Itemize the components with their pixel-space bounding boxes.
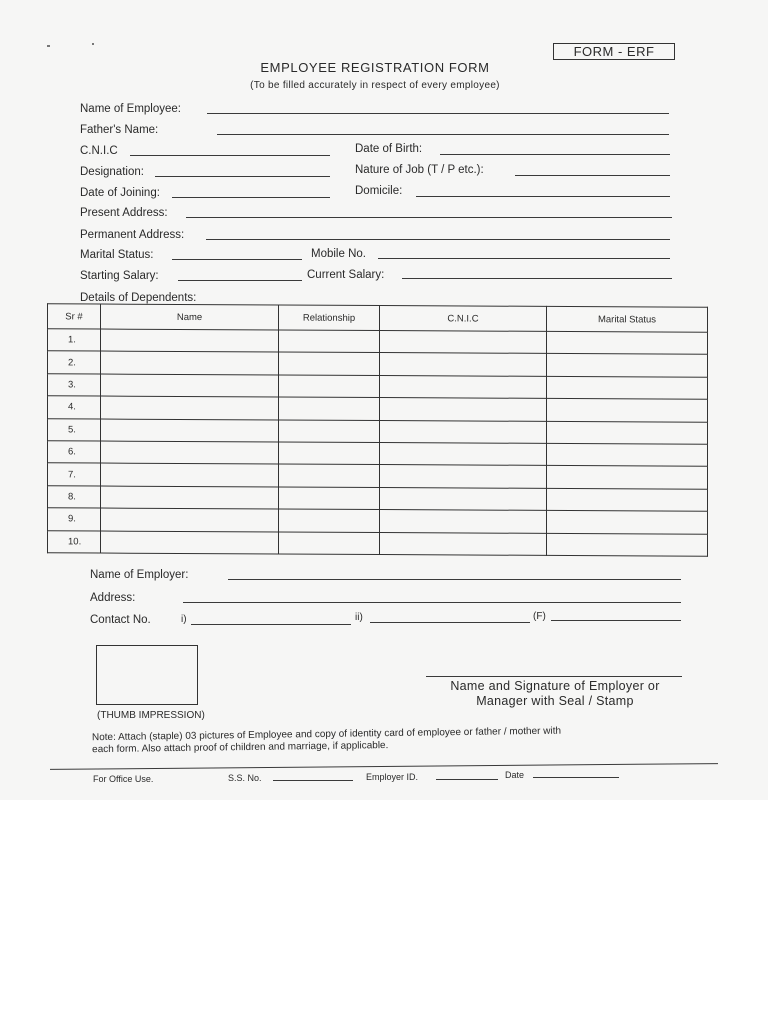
employer-address-field[interactable] xyxy=(183,602,681,603)
row-number: 8. xyxy=(48,486,101,509)
form-title: EMPLOYEE REGISTRATION FORM xyxy=(260,60,490,75)
fathers-name-field[interactable] xyxy=(217,134,669,135)
mobile-no-field[interactable] xyxy=(378,258,670,259)
starting-salary-label: Starting Salary: xyxy=(80,270,159,282)
contact-fax-label: (F) xyxy=(533,611,546,622)
designation-field[interactable] xyxy=(155,176,330,177)
current-salary-label: Current Salary: xyxy=(307,269,385,281)
office-date-label: Date xyxy=(505,770,525,780)
marital-status-cell[interactable] xyxy=(547,376,708,399)
name-cell[interactable] xyxy=(101,508,279,531)
row-number: 10. xyxy=(48,530,101,553)
date-of-birth-field[interactable] xyxy=(440,154,670,155)
header-marital-status: Marital Status xyxy=(547,306,708,332)
contact-no-label: Contact No. xyxy=(90,614,151,626)
marital-status-cell[interactable] xyxy=(547,354,708,377)
cnic-cell[interactable] xyxy=(380,353,547,376)
name-cell[interactable] xyxy=(101,396,279,419)
name-cell[interactable] xyxy=(101,351,279,374)
name-of-employer-field[interactable] xyxy=(228,579,681,580)
relationship-cell[interactable] xyxy=(279,397,380,420)
marital-status-cell[interactable] xyxy=(547,399,708,422)
form-code-box: FORM - ERF xyxy=(553,43,675,60)
fathers-name-label: Father's Name: xyxy=(80,124,159,136)
marital-status-cell[interactable] xyxy=(547,466,708,489)
marital-status-field[interactable] xyxy=(172,259,302,260)
cnic-cell[interactable] xyxy=(380,331,547,354)
date-of-joining-field[interactable] xyxy=(172,197,330,198)
scan-speck xyxy=(92,43,94,45)
row-number: 5. xyxy=(48,418,101,441)
marital-status-cell[interactable] xyxy=(547,443,708,466)
marital-status-label: Marital Status: xyxy=(80,249,154,261)
header-relationship: Relationship xyxy=(279,305,380,331)
relationship-cell[interactable] xyxy=(279,352,380,375)
header-cnic: C.N.I.C xyxy=(380,306,547,332)
domicile-field[interactable] xyxy=(416,196,670,197)
row-number: 1. xyxy=(48,329,101,352)
form-subtitle: (To be filled accurately in respect of every employee) xyxy=(250,80,500,91)
nature-of-job-label: Nature of Job (T / P etc.): xyxy=(355,164,484,176)
present-address-label: Present Address: xyxy=(80,207,168,219)
marital-status-cell[interactable] xyxy=(547,511,708,534)
ss-no-field[interactable] xyxy=(273,780,353,781)
cnic-cell[interactable] xyxy=(380,487,547,510)
relationship-cell[interactable] xyxy=(279,509,380,532)
relationship-cell[interactable] xyxy=(279,442,380,465)
cnic-cell[interactable] xyxy=(380,420,547,443)
marital-status-cell[interactable] xyxy=(547,488,708,511)
date-of-joining-label: Date of Joining: xyxy=(80,187,160,199)
dependents-table xyxy=(47,303,708,556)
signature-caption-line1: Name and Signature of Employer or xyxy=(450,679,660,693)
permanent-address-field[interactable] xyxy=(206,239,670,240)
present-address-field[interactable] xyxy=(186,217,672,218)
cnic-cell[interactable] xyxy=(380,442,547,465)
relationship-cell[interactable] xyxy=(279,487,380,510)
domicile-label: Domicile: xyxy=(355,185,403,197)
name-cell[interactable] xyxy=(101,531,279,554)
name-cell[interactable] xyxy=(101,329,279,352)
relationship-cell[interactable] xyxy=(279,375,380,398)
signature-caption-line2: Manager with Seal / Stamp xyxy=(476,694,634,708)
ss-no-label: S.S. No. xyxy=(228,773,262,783)
current-salary-field[interactable] xyxy=(402,278,672,279)
starting-salary-field[interactable] xyxy=(178,280,302,281)
row-number: 6. xyxy=(48,441,101,464)
relationship-cell[interactable] xyxy=(279,330,380,353)
row-number: 9. xyxy=(48,508,101,531)
permanent-address-label: Permanent Address: xyxy=(80,229,185,241)
relationship-cell[interactable] xyxy=(279,464,380,487)
marital-status-cell[interactable] xyxy=(547,533,708,556)
relationship-cell[interactable] xyxy=(279,531,380,554)
name-cell[interactable] xyxy=(101,486,279,509)
table-header-row xyxy=(48,304,708,332)
employer-id-field[interactable] xyxy=(436,779,498,780)
nature-of-job-field[interactable] xyxy=(515,175,670,176)
name-of-employee-field[interactable] xyxy=(207,113,669,114)
row-number: 3. xyxy=(48,374,101,397)
marital-status-cell[interactable] xyxy=(547,421,708,444)
contact-ii-field[interactable] xyxy=(370,622,530,623)
header-sr: Sr # xyxy=(48,304,101,329)
contact-i-label: i) xyxy=(181,614,187,625)
relationship-cell[interactable] xyxy=(279,420,380,443)
note-line1: Note: Attach (staple) 03 pictures of Employee and copy of identity card of employee or father / mother with xyxy=(91,725,562,744)
attachment-note xyxy=(92,724,692,756)
table-row xyxy=(48,530,708,556)
contact-ii-label: ii) xyxy=(355,612,363,623)
thumb-impression-box[interactable] xyxy=(96,645,198,705)
office-use-divider xyxy=(50,763,718,770)
cnic-cell[interactable] xyxy=(380,398,547,421)
cnic-label: C.N.I.C xyxy=(80,145,118,157)
cnic-cell[interactable] xyxy=(380,375,547,398)
date-of-birth-label: Date of Birth: xyxy=(355,143,423,155)
name-cell[interactable] xyxy=(101,441,279,464)
employer-id-label: Employer ID. xyxy=(366,772,419,782)
name-of-employer-label: Name of Employer: xyxy=(90,569,189,581)
cnic-cell[interactable] xyxy=(380,532,547,555)
row-number: 4. xyxy=(48,396,101,419)
cnic-cell[interactable] xyxy=(380,510,547,533)
designation-label: Designation: xyxy=(80,166,144,178)
contact-fax-field[interactable] xyxy=(551,620,681,621)
mobile-no-label: Mobile No. xyxy=(311,248,366,260)
thumb-impression-label: (THUMB IMPRESSION) xyxy=(97,710,205,721)
contact-i-field[interactable] xyxy=(191,624,351,625)
office-use-label: For Office Use. xyxy=(93,774,154,784)
signature-line[interactable] xyxy=(426,676,682,677)
signature-caption xyxy=(420,679,690,709)
row-number: 7. xyxy=(48,463,101,486)
note-line2: each form. Also attach proof of children and marriage, if applicable. xyxy=(92,740,389,756)
office-date-field[interactable] xyxy=(533,777,619,778)
details-of-dependents-label: Details of Dependents: xyxy=(80,292,197,304)
scan-speck xyxy=(47,45,50,47)
header-name: Name xyxy=(101,304,279,330)
name-cell[interactable] xyxy=(101,463,279,486)
cnic-field[interactable] xyxy=(130,155,330,156)
name-cell[interactable] xyxy=(101,419,279,442)
row-number: 2. xyxy=(48,351,101,374)
name-cell[interactable] xyxy=(101,374,279,397)
marital-status-cell[interactable] xyxy=(547,331,708,354)
employer-address-label: Address: xyxy=(90,592,136,604)
name-of-employee-label: Name of Employee: xyxy=(80,103,181,115)
cnic-cell[interactable] xyxy=(380,465,547,488)
